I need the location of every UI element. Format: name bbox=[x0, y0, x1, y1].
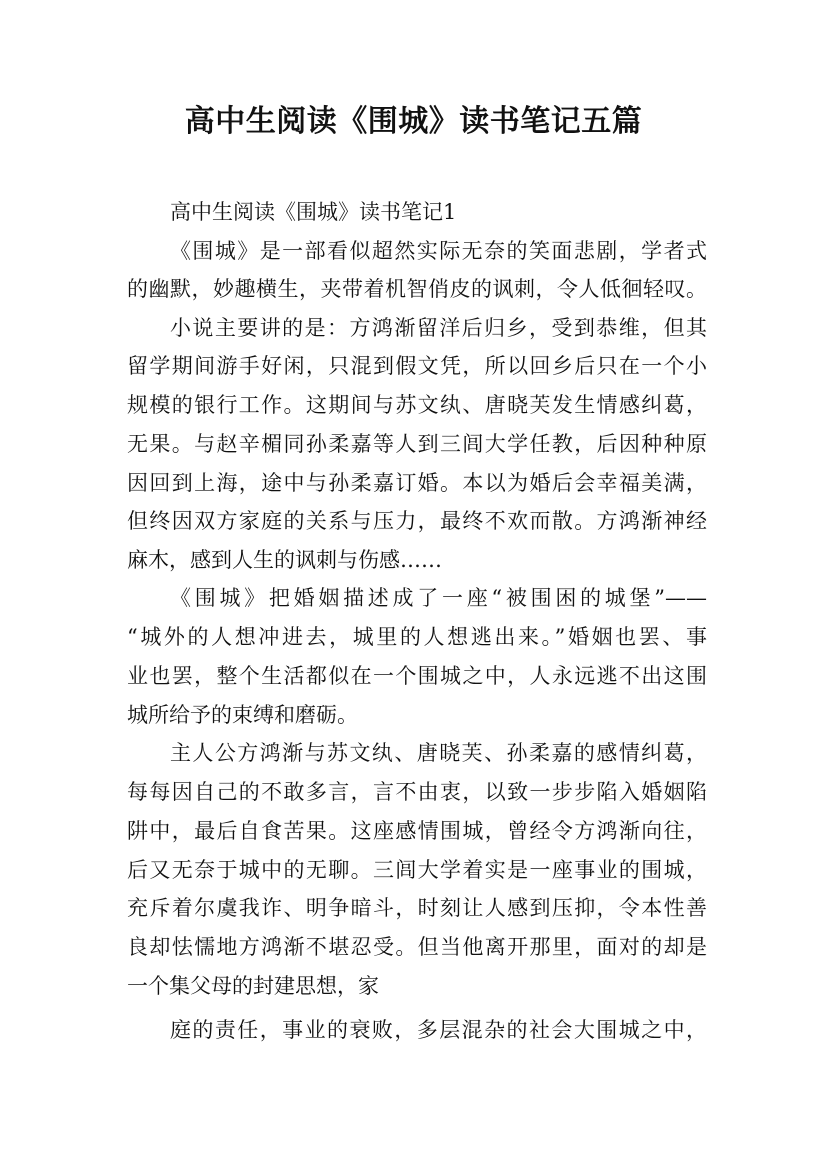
document-title: 高中生阅读《围城》读书笔记五篇 bbox=[184, 104, 643, 139]
paragraph-4-line-7: 一个集父母的封建思想，家 bbox=[127, 974, 379, 998]
paragraph-3-line-1: 《围城》把婚姻描述成了一座“被围困的城堡”—— bbox=[170, 586, 707, 610]
paragraph-2-line-7: 麻木，感到人生的讽刺与伤感…… bbox=[127, 548, 442, 572]
paragraph-4-line-5: 充斥着尔虞我诈、明争暗斗，时刻让人感到压抑，令本性善 bbox=[127, 896, 707, 920]
paragraph-5-line-1: 庭的责任，事业的衰败，多层混杂的社会大围城之中， bbox=[170, 1018, 707, 1042]
paragraph-4-line-3: 阱中，最后自食苦果。这座感情围城，曾经令方鸿渐向往， bbox=[127, 819, 707, 843]
paragraph-3-line-3: 业也罢，整个生活都似在一个围城之中，人永远逃不出这围 bbox=[127, 664, 707, 688]
paragraph-2-line-5: 因回到上海，途中与孙柔嘉订婚。本以为婚后会幸福美满， bbox=[127, 471, 707, 495]
paragraph-4-line-4: 后又无奈于城中的无聊。三闾大学着实是一座事业的围城， bbox=[127, 858, 707, 882]
section-title: 高中生阅读《围城》读书笔记1 bbox=[170, 200, 457, 224]
paragraph-4-line-6: 良却怯懦地方鸿渐不堪忍受。但当他离开那里，面对的却是 bbox=[127, 935, 707, 959]
paragraph-2-line-3: 规模的银行工作。这期间与苏文纨、唐晓芙发生情感纠葛， bbox=[127, 393, 707, 417]
paragraph-1-line-2: 的幽默，妙趣横生，夹带着机智俏皮的讽刺，令人低徊轻叹。 bbox=[127, 277, 707, 301]
paragraph-3-line-2: “城外的人想冲进去，城里的人想逃出来。”婚姻也罢、事 bbox=[127, 625, 707, 649]
paragraph-3-line-4: 城所给予的束缚和磨砺。 bbox=[127, 703, 358, 727]
paragraph-2-line-2: 留学期间游手好闲，只混到假文凭，所以回乡后只在一个小 bbox=[127, 354, 707, 378]
paragraph-4-line-2: 每每因自己的不敢多言，言不由衷，以致一步步陷入婚姻陷 bbox=[127, 780, 707, 804]
paragraph-1-line-1: 《围城》是一部看似超然实际无奈的笑面悲剧，学者式 bbox=[170, 239, 707, 263]
paragraph-2-line-6: 但终因双方家庭的关系与压力，最终不欢而散。方鸿渐神经 bbox=[127, 509, 707, 533]
paragraph-2-line-1: 小说主要讲的是：方鸿渐留洋后归乡，受到恭维，但其 bbox=[170, 316, 707, 340]
paragraph-4-line-1: 主人公方鸿渐与苏文纨、唐晓芙、孙柔嘉的感情纠葛， bbox=[170, 741, 707, 765]
paragraph-2-line-4: 无果。与赵辛楣同孙柔嘉等人到三闾大学任教，后因种种原 bbox=[127, 432, 707, 456]
